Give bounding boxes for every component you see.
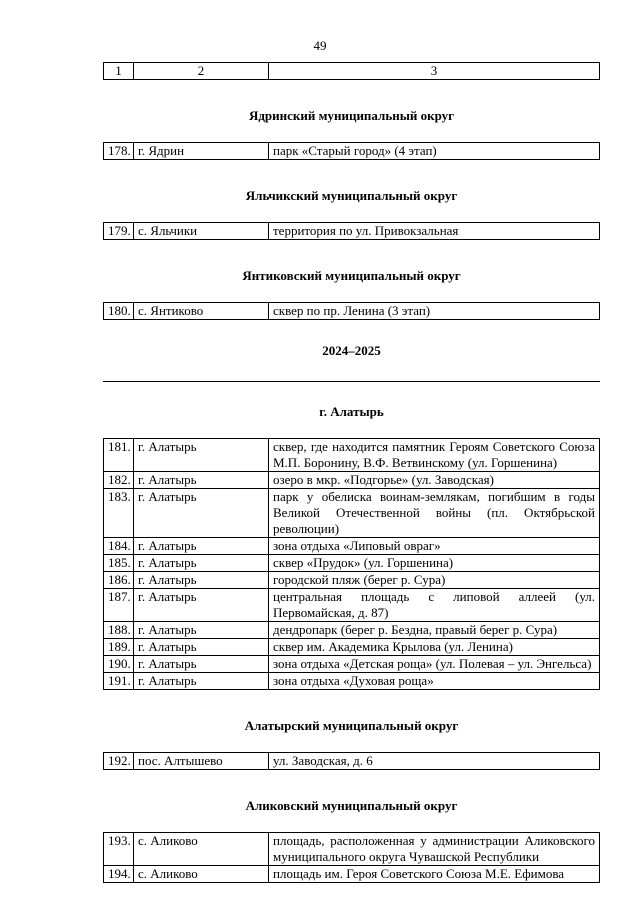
- row-place: с. Яльчики: [134, 223, 269, 240]
- row-object: дендропарк (берег р. Безднa, правый берег р. Сура): [269, 622, 600, 639]
- row-number: 183.: [104, 489, 134, 538]
- row-place: г. Алатырь: [134, 673, 269, 690]
- header-col-3: 3: [269, 63, 600, 80]
- row-place: г. Алатырь: [134, 489, 269, 538]
- table-row: [104, 866, 600, 883]
- row-object: городской пляж (берег р. Сура): [269, 572, 600, 589]
- row-place: г. Алатырь: [134, 589, 269, 622]
- row-place: г. Алатырь: [134, 656, 269, 673]
- table-yalchiki: [103, 222, 600, 240]
- row-place: г. Алатырь: [134, 639, 269, 656]
- row-number: 192.: [104, 753, 134, 770]
- row-number: 180.: [104, 303, 134, 320]
- row-object: сквер по пр. Ленина (3 этап): [269, 303, 600, 320]
- row-number: 182.: [104, 472, 134, 489]
- table-yadrin: [103, 142, 600, 160]
- row-place: г. Алатырь: [134, 572, 269, 589]
- table-row: [104, 223, 600, 240]
- row-object: сквер, где находится памятник Героям Советского Союза М.П. Боронину, В.Ф. Ветвинскому (ул. Горшенина): [269, 439, 600, 472]
- row-number: 188.: [104, 622, 134, 639]
- row-number: 193.: [104, 833, 134, 866]
- row-object: парк у обелиска воинам-землякам, погибшим в годы Великой Отечественной войны (пл. Октябрьской революции): [269, 489, 600, 538]
- section-title-alikovsky: Аликовский муниципальный округ: [245, 798, 458, 813]
- table-alatyrsky: [103, 752, 600, 770]
- row-number: 187.: [104, 589, 134, 622]
- page-number: 49: [313, 38, 327, 53]
- table-row: [104, 622, 600, 639]
- row-place: с. Аликово: [134, 866, 269, 883]
- table-row: [104, 439, 600, 472]
- row-number: 194.: [104, 866, 134, 883]
- row-number: 178.: [104, 143, 134, 160]
- section-title-alatyr: г. Алатырь: [319, 404, 384, 419]
- section-title-yantikovo: Янтиковский муниципальный округ: [242, 268, 461, 283]
- row-place: г. Алатырь: [134, 538, 269, 555]
- row-object: центральная площадь с липовой аллеей (ул. Первомайская, д. 87): [269, 589, 600, 622]
- row-object: зона отдыха «Духовая роща»: [269, 673, 600, 690]
- section-title-alatyrsky: Алатырский муниципальный округ: [244, 718, 459, 733]
- header-row: [104, 63, 600, 80]
- table-row: [104, 656, 600, 673]
- row-object: территория по ул. Привокзальная: [269, 223, 600, 240]
- row-object: зона отдыха «Детская роща» (ул. Полевая – ул. Энгельса): [269, 656, 600, 673]
- row-place: пос. Алтышево: [134, 753, 269, 770]
- row-place: г. Алатырь: [134, 472, 269, 489]
- row-object: ул. Заводская, д. 6: [269, 753, 600, 770]
- row-place: г. Алатырь: [134, 622, 269, 639]
- table-row: [104, 555, 600, 572]
- period-heading: 2024–2025: [322, 343, 381, 358]
- row-object: сквер им. Академика Крылова (ул. Ленина): [269, 639, 600, 656]
- header-col-1: 1: [104, 63, 134, 80]
- row-object: площадь, расположенная у администрации Аликовского муниципального округа Чувашской Республики: [269, 833, 600, 866]
- table-row: [104, 303, 600, 320]
- row-place: с. Аликово: [134, 833, 269, 866]
- row-number: 181.: [104, 439, 134, 472]
- row-object: парк «Старый город» (4 этап): [269, 143, 600, 160]
- document-body: [103, 62, 600, 883]
- row-number: 189.: [104, 639, 134, 656]
- row-number: 191.: [104, 673, 134, 690]
- row-number: 179.: [104, 223, 134, 240]
- table-alikovsky: [103, 832, 600, 883]
- row-object: сквер «Прудок» (ул. Горшенина): [269, 555, 600, 572]
- table-row: [104, 143, 600, 160]
- table-row: [104, 472, 600, 489]
- table-row: [104, 572, 600, 589]
- row-object: озеро в мкр. «Подгорье» (ул. Заводская): [269, 472, 600, 489]
- section-title-yalchiki: Яльчикский муниципальный округ: [245, 188, 458, 203]
- row-number: 186.: [104, 572, 134, 589]
- row-number: 190.: [104, 656, 134, 673]
- table-row: [104, 673, 600, 690]
- row-place: г. Ядрин: [134, 143, 269, 160]
- row-place: г. Алатырь: [134, 555, 269, 572]
- column-header-table: [103, 62, 600, 80]
- table-row: [104, 639, 600, 656]
- section-title-yadrin: Ядринский муниципальный округ: [248, 108, 455, 123]
- table-yantikovo: [103, 302, 600, 320]
- table-row: [104, 833, 600, 866]
- table-row: [104, 489, 600, 538]
- header-col-2: 2: [134, 63, 269, 80]
- table-row: [104, 589, 600, 622]
- table-alatyr: [103, 438, 600, 690]
- row-place: с. Янтиково: [134, 303, 269, 320]
- table-row: [104, 753, 600, 770]
- row-place: г. Алатырь: [134, 439, 269, 472]
- row-object: площадь им. Героя Советского Союза М.Е. Ефимова: [269, 866, 600, 883]
- row-object: зона отдыха «Липовый овраг»: [269, 538, 600, 555]
- row-number: 184.: [104, 538, 134, 555]
- table-row: [104, 538, 600, 555]
- row-number: 185.: [104, 555, 134, 572]
